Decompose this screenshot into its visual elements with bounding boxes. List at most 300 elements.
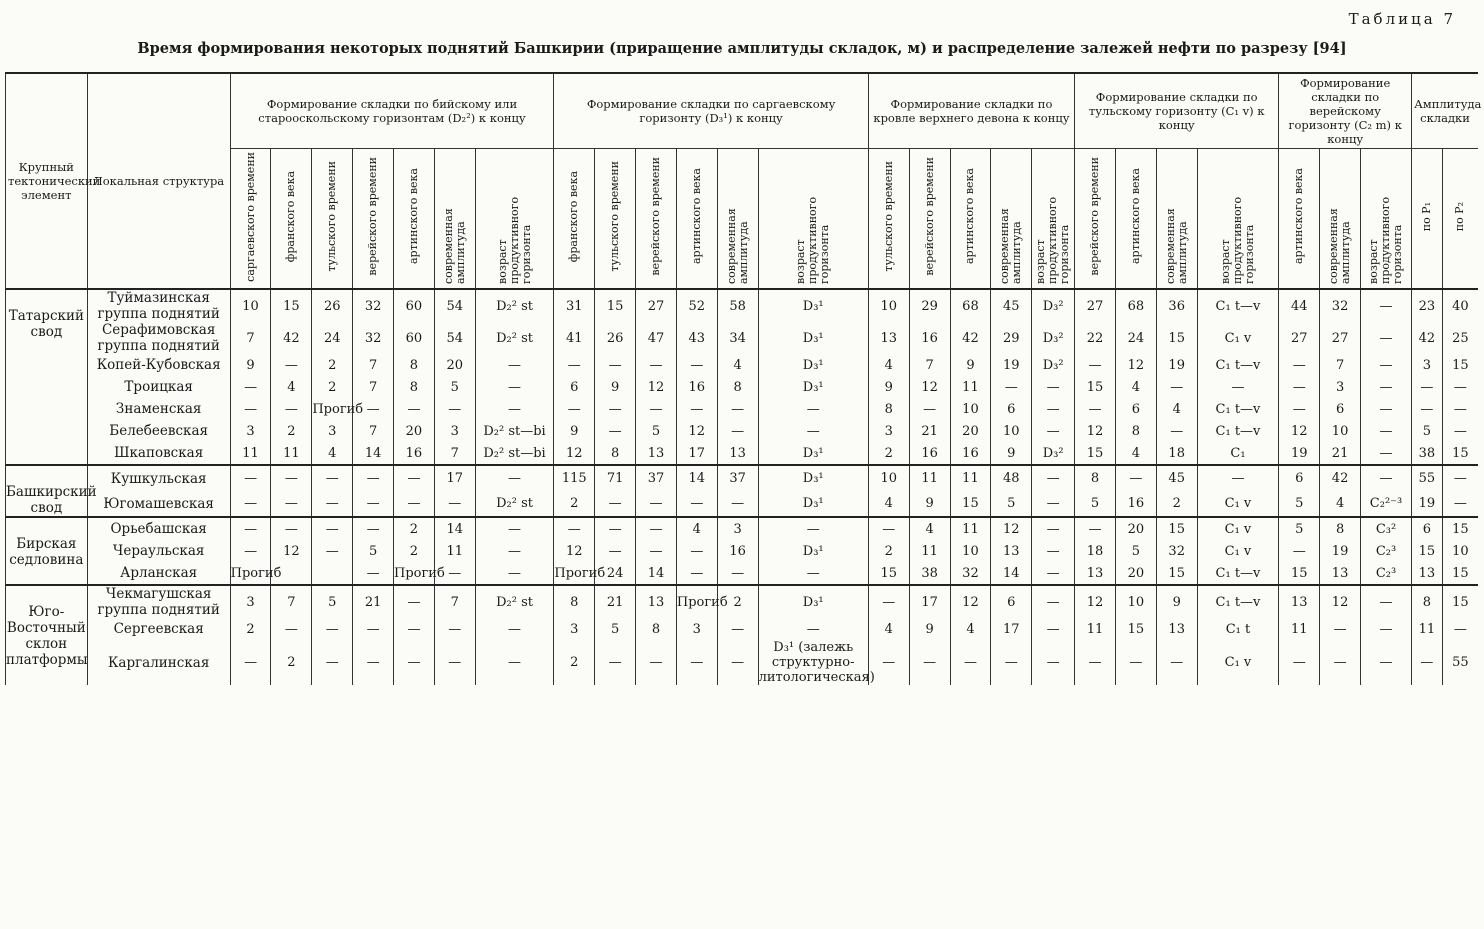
table-cell: — — [394, 640, 435, 685]
table-cell: 23 — [1412, 289, 1443, 322]
table-cell: — — [1075, 640, 1116, 685]
table-cell: 21 — [595, 585, 636, 618]
table-cell: 13 — [1320, 562, 1361, 585]
table-cell: 11 — [434, 540, 475, 562]
table-cell: — — [1032, 398, 1075, 420]
table-cell: — — [475, 376, 554, 398]
table-cell: C₁ v — [1197, 540, 1279, 562]
table-cell: D₃¹ — [758, 491, 868, 517]
header-column-label: возраст продуктивного горизонта — [1034, 196, 1072, 284]
table-cell: — — [1442, 491, 1478, 517]
table-cell: — — [1279, 354, 1320, 376]
table-cell: 2 — [868, 442, 909, 465]
local-structure-name: Серафимовская группа поднятий — [87, 322, 230, 354]
table-cell: 60 — [394, 289, 435, 322]
table-cell: — — [1156, 640, 1197, 685]
local-structure-name: Туймазинская группа поднятий — [87, 289, 230, 322]
table-cell: 18 — [1075, 540, 1116, 562]
table-cell: 4 — [271, 376, 312, 398]
tectonic-element: Юго-Восточный склон платформы — [6, 585, 88, 685]
table-cell: — — [434, 618, 475, 640]
table-cell: — — [230, 376, 271, 398]
table-cell: — — [312, 540, 353, 562]
header-column-label: франского века — [567, 170, 581, 263]
table-cell: 11 — [1075, 618, 1116, 640]
table-row — [6, 517, 1479, 540]
header-group — [1412, 73, 1482, 149]
table-cell: 9 — [909, 491, 950, 517]
header-column — [1156, 149, 1197, 290]
table-cell: 5 — [353, 540, 394, 562]
table-cell: 45 — [1156, 465, 1197, 491]
table-header — [6, 73, 1482, 289]
table-cell: — — [271, 618, 312, 640]
table-cell: 12 — [991, 517, 1032, 540]
table-cell: — — [1032, 618, 1075, 640]
table-cell: D₃¹ — [758, 322, 868, 354]
header-column — [758, 149, 868, 290]
table-cell: — — [230, 398, 271, 420]
table-row — [6, 354, 1479, 376]
table-cell: 9 — [950, 354, 991, 376]
table-cell: 17 — [676, 442, 717, 465]
table-cell: 3 — [717, 517, 758, 540]
table-cell: — — [1032, 376, 1075, 398]
table-cell: — — [230, 540, 271, 562]
table-cell: 5 — [636, 420, 677, 442]
table-cell: — — [676, 354, 717, 376]
table-cell: D₂² st—bi — [475, 442, 554, 465]
table-cell: D₃¹ — [758, 585, 868, 618]
table-cell: — — [312, 517, 353, 540]
table-cell: — — [1075, 354, 1116, 376]
table-cell: 4 — [1156, 398, 1197, 420]
table-cell: — — [312, 465, 353, 491]
table-cell: 8 — [1075, 465, 1116, 491]
table-cell: 16 — [950, 442, 991, 465]
table-cell: 52 — [676, 289, 717, 322]
table-cell: — — [1032, 562, 1075, 585]
table-cell: 15 — [1442, 562, 1478, 585]
table-cell: 27 — [1320, 322, 1361, 354]
table-cell: — — [312, 491, 353, 517]
table-cell: — — [1442, 398, 1478, 420]
table-cell: 13 — [636, 585, 677, 618]
header-column-label: тульского времени — [608, 161, 622, 272]
table-cell: — — [1279, 540, 1320, 562]
table-cell: 4 — [868, 354, 909, 376]
table-cell: D₃² — [1032, 322, 1075, 354]
table-cell: — — [434, 398, 475, 420]
table-cell: 9 — [991, 442, 1032, 465]
table-cell: — — [595, 540, 636, 562]
table-cell: — — [1361, 618, 1412, 640]
table-cell: 16 — [676, 376, 717, 398]
table-cell: 14 — [636, 562, 677, 585]
table-cell: 19 — [1412, 491, 1443, 517]
table-cell: — — [475, 354, 554, 376]
table-cell: 2 — [554, 491, 595, 517]
table-cell: Прогиб — [676, 585, 717, 618]
table-cell: 13 — [1412, 562, 1443, 585]
table-cell: 15 — [1442, 354, 1478, 376]
table-cell: 54 — [434, 289, 475, 322]
table-cell: — — [909, 640, 950, 685]
table-cell: — — [230, 491, 271, 517]
structure-group — [6, 585, 1479, 685]
table-row — [6, 562, 1479, 585]
table-cell: 11 — [1279, 618, 1320, 640]
table-cell: — — [868, 517, 909, 540]
table-cell: — — [353, 562, 394, 585]
table-cell: — — [758, 618, 868, 640]
table-cell: 16 — [394, 442, 435, 465]
table-cell: 11 — [950, 376, 991, 398]
table-cell: 10 — [868, 289, 909, 322]
header-column-label: современная амплитуда — [1327, 208, 1353, 284]
table-cell: 12 — [271, 540, 312, 562]
header-column-label: возраст продуктивного горизонта — [495, 196, 533, 284]
table-cell: 19 — [991, 354, 1032, 376]
table-cell: 25 — [1442, 322, 1478, 354]
table-cell: — — [1361, 420, 1412, 442]
table-cell: 6 — [991, 398, 1032, 420]
table-cell: — — [636, 398, 677, 420]
table-cell: — — [1442, 420, 1478, 442]
table-cell: — — [636, 640, 677, 685]
table-cell: — — [271, 517, 312, 540]
table-cell: C₃² — [1361, 517, 1412, 540]
table-cell: 48 — [991, 465, 1032, 491]
header-column-label: верейского времени — [1088, 157, 1102, 276]
header-column-label: возраст продуктивного горизонта — [794, 196, 832, 284]
table-cell: — — [1442, 376, 1478, 398]
table-cell: 10 — [230, 289, 271, 322]
table-cell: 32 — [353, 322, 394, 354]
table-cell: — — [636, 354, 677, 376]
table-cell: 8 — [394, 354, 435, 376]
table-cell: 7 — [1320, 354, 1361, 376]
table-cell: 4 — [868, 491, 909, 517]
table-row — [6, 540, 1479, 562]
local-structure-name: Копей-Кубовская — [87, 354, 230, 376]
table-cell: 16 — [909, 322, 950, 354]
table-cell: — — [434, 491, 475, 517]
table-cell: 7 — [353, 376, 394, 398]
table-cell: 2 — [554, 640, 595, 685]
local-structure-name: Югомашевская — [87, 491, 230, 517]
table-cell: 3 — [230, 585, 271, 618]
table-cell: 15 — [1156, 562, 1197, 585]
table-cell: — — [909, 398, 950, 420]
table-cell: D₂² st — [475, 289, 554, 322]
table-cell: 3 — [312, 420, 353, 442]
data-table — [5, 72, 1482, 685]
structure-group — [6, 517, 1479, 585]
table-cell: C₂³ — [1361, 540, 1412, 562]
table-cell: 13 — [717, 442, 758, 465]
table-cell: — — [271, 398, 312, 420]
table-cell: 21 — [353, 585, 394, 618]
table-cell: 43 — [676, 322, 717, 354]
table-cell: — — [1361, 442, 1412, 465]
table-cell: — — [1412, 398, 1443, 420]
table-cell: 12 — [1075, 420, 1116, 442]
table-cell: 2 — [230, 618, 271, 640]
table-cell: 7 — [909, 354, 950, 376]
table-cell: 7 — [353, 420, 394, 442]
table-cell: 5 — [1279, 517, 1320, 540]
table-cell: 2 — [271, 640, 312, 685]
table-cell: 6 — [1115, 398, 1156, 420]
table-cell: 5 — [1115, 540, 1156, 562]
table-cell: 11 — [271, 442, 312, 465]
table-cell: — — [230, 517, 271, 540]
table-cell: — — [475, 398, 554, 420]
table-cell: — — [1361, 465, 1412, 491]
table-cell: — — [1412, 376, 1443, 398]
table-cell: — — [868, 640, 909, 685]
table-cell: 26 — [312, 289, 353, 322]
table-cell: 58 — [717, 289, 758, 322]
table-cell: D₃¹ (залежь структурно-литологическая) — [758, 640, 875, 685]
table-cell: 15 — [595, 289, 636, 322]
structure-group — [6, 465, 1479, 517]
header-column — [394, 149, 435, 290]
local-structure-name: Орьебашская — [87, 517, 230, 540]
table-cell: 13 — [1279, 585, 1320, 618]
table-cell: — — [394, 618, 435, 640]
table-cell: — — [1032, 540, 1075, 562]
table-cell: 11 — [909, 540, 950, 562]
table-cell: 10 — [950, 398, 991, 420]
table-row — [6, 491, 1479, 517]
table-cell: 2 — [394, 517, 435, 540]
table-cell: 11 — [230, 442, 271, 465]
table-cell: Прогиб — [230, 562, 271, 585]
table-cell: — — [475, 640, 554, 685]
table-cell: 36 — [1156, 289, 1197, 322]
table-cell: D₂² st—bi — [475, 420, 554, 442]
header-group — [554, 73, 868, 149]
table-cell: 54 — [434, 322, 475, 354]
table-cell: 15 — [1156, 322, 1197, 354]
table-cell: — — [312, 618, 353, 640]
table-cell: C₁ t—v — [1197, 562, 1279, 585]
table-cell: 6 — [1412, 517, 1443, 540]
table-cell: 8 — [1115, 420, 1156, 442]
table-cell: 8 — [554, 585, 595, 618]
table-cell: — — [717, 640, 758, 685]
structure-group — [6, 289, 1479, 465]
table-cell: 24 — [1115, 322, 1156, 354]
header-column — [230, 149, 271, 290]
table-cell: — — [394, 398, 435, 420]
table-cell: — — [717, 562, 758, 585]
table-cell: 19 — [1156, 354, 1197, 376]
table-cell: 20 — [950, 420, 991, 442]
table-cell: 5 — [1279, 491, 1320, 517]
table-cell: 6 — [991, 585, 1032, 618]
table-cell: C₁ v — [1197, 322, 1279, 354]
table-cell: 32 — [353, 289, 394, 322]
table-cell: 10 — [1115, 585, 1156, 618]
table-cell: 6 — [1279, 465, 1320, 491]
table-cell: — — [1361, 640, 1412, 685]
table-cell: — — [1361, 322, 1412, 354]
table-cell: — — [554, 517, 595, 540]
table-cell: — — [758, 517, 868, 540]
table-cell: 10 — [1320, 420, 1361, 442]
header-column — [950, 149, 991, 290]
table-cell: 2 — [717, 585, 758, 618]
header-column — [1279, 149, 1320, 290]
table-cell: — — [1320, 640, 1361, 685]
table-cell: 4 — [312, 442, 353, 465]
header-column-label: саргаевского времени — [243, 151, 257, 282]
table-cell: — — [394, 491, 435, 517]
table-cell: — — [353, 618, 394, 640]
header-column-label: современная амплитуда — [724, 208, 750, 284]
table-cell: 14 — [353, 442, 394, 465]
table-cell: 12 — [554, 540, 595, 562]
table-cell: 2 — [1156, 491, 1197, 517]
table-cell: — — [636, 517, 677, 540]
table-cell: 3 — [1412, 354, 1443, 376]
header-column — [595, 149, 636, 290]
table-cell: — — [475, 517, 554, 540]
table-cell: 11 — [909, 465, 950, 491]
table-cell: 12 — [676, 420, 717, 442]
table-cell: 15 — [1115, 618, 1156, 640]
table-cell: 7 — [434, 442, 475, 465]
table-cell — [312, 562, 353, 585]
table-cell: 9 — [909, 618, 950, 640]
table-cell: 4 — [717, 354, 758, 376]
table-cell: — — [1032, 465, 1075, 491]
table-cell: 4 — [676, 517, 717, 540]
table-cell: 3 — [554, 618, 595, 640]
table-cell: 115 — [554, 465, 595, 491]
table-cell: 8 — [1320, 517, 1361, 540]
table-cell: — — [758, 420, 868, 442]
table-cell: 6 — [554, 376, 595, 398]
table-cell: 16 — [909, 442, 950, 465]
header-column — [353, 149, 394, 290]
table-cell: — — [475, 540, 554, 562]
header-column-label: современная амплитуда — [1163, 208, 1189, 284]
table-cell: C₁ t—v — [1197, 585, 1279, 618]
table-cell: 2 — [312, 376, 353, 398]
table-cell: — — [1156, 420, 1197, 442]
tectonic-element: Башкирский свод — [6, 465, 88, 517]
table-cell: 13 — [1075, 562, 1116, 585]
table-cell: 41 — [554, 322, 595, 354]
table-cell: 7 — [271, 585, 312, 618]
table-cell: — — [271, 354, 312, 376]
table-cell: — — [1361, 289, 1412, 322]
table-cell: — — [595, 640, 636, 685]
table-cell: C₁ t—v — [1197, 420, 1279, 442]
table-cell: 11 — [950, 517, 991, 540]
table-cell: — — [394, 465, 435, 491]
table-cell: 6 — [1320, 398, 1361, 420]
table-cell: 3 — [1320, 376, 1361, 398]
table-cell: — — [1032, 491, 1075, 517]
table-cell: 10 — [991, 420, 1032, 442]
table-cell: — — [1442, 618, 1478, 640]
table-cell: 42 — [950, 322, 991, 354]
table-row — [6, 289, 1479, 322]
header-column — [991, 149, 1032, 290]
header-column-label: франского века — [284, 170, 298, 263]
table-cell: — — [595, 420, 636, 442]
table-cell: 32 — [1320, 289, 1361, 322]
header-group — [1075, 73, 1279, 149]
header-column-label: современная амплитуда — [998, 208, 1024, 284]
table-cell: 12 — [1279, 420, 1320, 442]
table-cell: — — [271, 465, 312, 491]
table-cell: — — [676, 640, 717, 685]
table-cell: — — [676, 398, 717, 420]
table-cell: — — [758, 398, 868, 420]
table-cell: 9 — [595, 376, 636, 398]
table-cell: — — [1361, 585, 1412, 618]
table-cell: — — [1279, 398, 1320, 420]
table-cell: 12 — [1115, 354, 1156, 376]
table-cell: — — [230, 465, 271, 491]
table-cell: 40 — [1442, 289, 1478, 322]
header-column-label: артинского века — [1292, 168, 1306, 265]
table-cell: 12 — [909, 376, 950, 398]
table-cell: D₃² — [1032, 289, 1075, 322]
data-table-container — [5, 72, 1482, 685]
local-structure-name: Белебеевская — [87, 420, 230, 442]
table-cell: — — [1075, 517, 1116, 540]
table-cell: 15 — [1156, 517, 1197, 540]
table-cell: 45 — [991, 289, 1032, 322]
local-structure-name: Сергеевская — [87, 618, 230, 640]
table-cell: 9 — [554, 420, 595, 442]
header-local-label: Локальная структура — [93, 174, 225, 188]
table-cell: — — [950, 640, 991, 685]
table-cell: 10 — [868, 465, 909, 491]
table-cell: D₂² st — [475, 585, 554, 618]
table-cell: Прогиб — [554, 562, 595, 585]
table-cell: 16 — [717, 540, 758, 562]
table-cell: — — [1032, 585, 1075, 618]
table-cell: — — [1032, 420, 1075, 442]
table-cell: 20 — [1115, 562, 1156, 585]
header-column — [271, 149, 312, 290]
header-local-structure — [87, 73, 230, 289]
header-group-label: Формирование складки по бийскому или старооскольскому горизонтам (D₂²) к концу — [258, 97, 526, 125]
table-cell: 68 — [1115, 289, 1156, 322]
table-cell: 15 — [1075, 376, 1116, 398]
table-cell: — — [636, 540, 677, 562]
table-cell: Прогиб — [312, 398, 353, 420]
table-cell: 15 — [1412, 540, 1443, 562]
header-column-label: артинского века — [689, 168, 703, 265]
table-cell: D₃² — [1032, 442, 1075, 465]
header-column — [434, 149, 475, 290]
header-column — [909, 149, 950, 290]
table-cell: 8 — [636, 618, 677, 640]
table-cell: C₁ t—v — [1197, 398, 1279, 420]
table-cell: 22 — [1075, 322, 1116, 354]
table-cell: D₃¹ — [758, 540, 868, 562]
table-cell: 14 — [991, 562, 1032, 585]
